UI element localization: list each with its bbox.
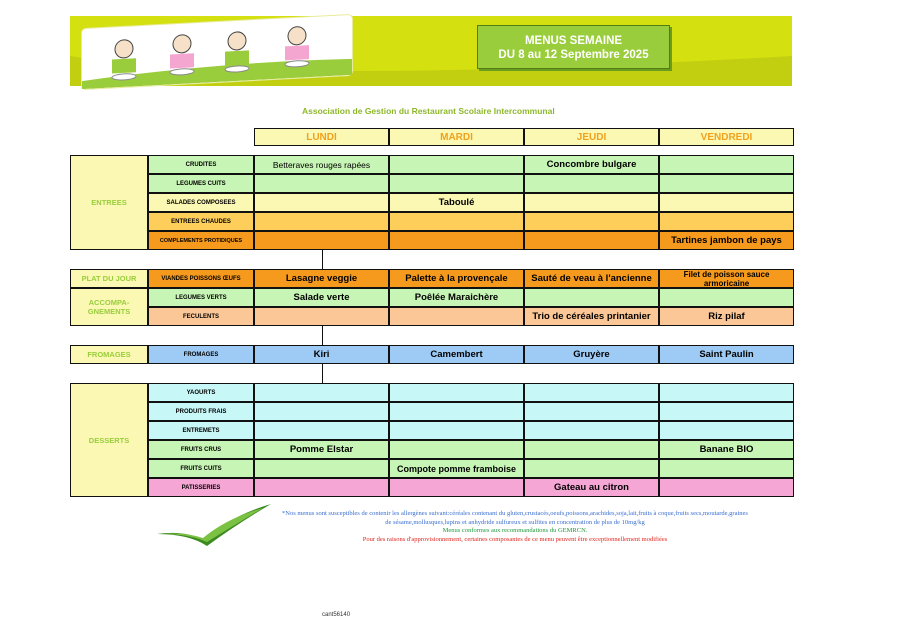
row-label-fromages: FROMAGES: [148, 345, 254, 364]
cell-salades-vendredi: [659, 193, 794, 212]
cell-legumes-cuits-vendredi: [659, 174, 794, 193]
row-label-entrees-chaudes: ENTREES CHAUDES: [148, 212, 254, 231]
cell-entrees-chaudes-lundi: [254, 212, 389, 231]
spacer-divider: [322, 326, 323, 345]
cell-entrees-chaudes-jeudi: [524, 212, 659, 231]
gemrcn-note: Menus conformes aux recommandations du GEMRCN.: [442, 527, 588, 534]
menu-dates: DU 8 au 12 Septembre 2025: [498, 49, 649, 61]
cell-fromages-mardi: Camembert: [389, 345, 524, 364]
cell-fruits-cuits-mardi: Compote pomme framboise: [389, 459, 524, 478]
cell-fruits-cuits-lundi: [254, 459, 389, 478]
footer-code: cant56140: [322, 612, 351, 618]
cell-legumes-cuits-mardi: [389, 174, 524, 193]
cell-entrees-chaudes-mardi: [389, 212, 524, 231]
cell-patisseries-mardi: [389, 478, 524, 497]
cell-produits-frais-mardi: [389, 402, 524, 421]
spacer-divider: [322, 364, 323, 383]
row-label-complements: COMPLEMENTS PROTIDIQUES: [148, 231, 254, 250]
cell-crudites-mardi: [389, 155, 524, 174]
cell-viandes-lundi: Lasagne veggie: [254, 269, 389, 288]
cell-fromages-lundi: Kiri: [254, 345, 389, 364]
cell-produits-frais-vendredi: [659, 402, 794, 421]
cell-patisseries-vendredi: [659, 478, 794, 497]
row-label-fruits-cuits: FRUITS CUITS: [148, 459, 254, 478]
row-label-fruits-crus: FRUITS CRUS: [148, 440, 254, 459]
day-header-jeudi: JEUDI: [524, 128, 659, 146]
cell-salades-jeudi: [524, 193, 659, 212]
menu-title: MENUS SEMAINE: [524, 35, 623, 47]
row-label-produits-frais: PRODUITS FRAIS: [148, 402, 254, 421]
group-plat-du-jour: PLAT DU JOUR: [70, 269, 148, 288]
cell-feculents-lundi: [254, 307, 389, 326]
day-header-lundi: LUNDI: [254, 128, 389, 146]
cell-yaourts-mardi: [389, 383, 524, 402]
cell-crudites-jeudi: Concombre bulgare: [524, 155, 659, 174]
cell-yaourts-vendredi: [659, 383, 794, 402]
cell-fruits-cuits-jeudi: [524, 459, 659, 478]
cell-viandes-mardi: Palette à la provençale: [389, 269, 524, 288]
cell-patisseries-lundi: [254, 478, 389, 497]
group-accompagnements: ACCOMPA- GNEMENTS: [70, 288, 148, 326]
day-header-mardi: MARDI: [389, 128, 524, 146]
cell-legumes-verts-jeudi: [524, 288, 659, 307]
cell-crudites-lundi: Betteraves rouges rapées: [254, 155, 389, 174]
cell-legumes-verts-vendredi: [659, 288, 794, 307]
cell-yaourts-jeudi: [524, 383, 659, 402]
checkmark-icon: [155, 500, 273, 546]
group-fromages: FROMAGES: [70, 345, 148, 364]
cell-legumes-verts-lundi: Salade verte: [254, 288, 389, 307]
row-label-yaourts: YAOURTS: [148, 383, 254, 402]
cell-legumes-cuits-lundi: [254, 174, 389, 193]
cell-entremets-mardi: [389, 421, 524, 440]
cell-feculents-mardi: [389, 307, 524, 326]
cell-salades-lundi: [254, 193, 389, 212]
cell-feculents-vendredi: Riz pilaf: [659, 307, 794, 326]
cell-salades-mardi: Taboulé: [389, 193, 524, 212]
cell-viandes-vendredi: Filet de poisson sauce armoricaine: [659, 269, 794, 288]
spacer-divider: [322, 250, 323, 269]
row-label-feculents: FECULENTS: [148, 307, 254, 326]
cell-entremets-jeudi: [524, 421, 659, 440]
cell-entremets-lundi: [254, 421, 389, 440]
cell-produits-frais-lundi: [254, 402, 389, 421]
cell-fromages-vendredi: Saint Paulin: [659, 345, 794, 364]
cell-complements-jeudi: [524, 231, 659, 250]
row-label-crudites: CRUDITES: [148, 155, 254, 174]
row-label-patisseries: PATISSERIES: [148, 478, 254, 497]
cell-complements-vendredi: Tartines jambon de pays: [659, 231, 794, 250]
cell-fruits-crus-jeudi: [524, 440, 659, 459]
cell-fruits-cuits-vendredi: [659, 459, 794, 478]
row-label-salades: SALADES COMPOSEES: [148, 193, 254, 212]
cell-viandes-jeudi: Sauté de veau à l'ancienne: [524, 269, 659, 288]
cell-fruits-crus-mardi: [389, 440, 524, 459]
allergen-notes: [280, 510, 750, 544]
supply-note: Pour des raisons d'approvisionnement, certaines composantes de ce menu peuvent être exceptionnellement modifiées: [362, 535, 668, 543]
cell-fruits-crus-lundi: Pomme Elstar: [254, 440, 389, 459]
cell-feculents-jeudi: Trio de céréales printanier: [524, 307, 659, 326]
allergen-note: *Nos menus sont susceptibles de contenir les allergènes suivant:céréales contenant du gluten,crustacés,oeufs,poissons,arachides,soja,lait,fruits à coque,fruits secs,moutarde,graines de sésame,mollusques,lupins et anhydride sulfureux et sulfites en concentration de plus de 10mg/kg: [282, 510, 748, 526]
cell-entrees-chaudes-vendredi: [659, 212, 794, 231]
cell-complements-mardi: [389, 231, 524, 250]
cell-yaourts-lundi: [254, 383, 389, 402]
cell-fruits-crus-vendredi: Banane BIO: [659, 440, 794, 459]
row-label-legumes-cuits: LEGUMES CUITS: [148, 174, 254, 193]
cell-legumes-verts-mardi: Poêlée Maraichère: [389, 288, 524, 307]
group-desserts: DESSERTS: [70, 383, 148, 497]
row-label-entremets: ENTREMETS: [148, 421, 254, 440]
association-name: Association de Gestion du Restaurant Scolaire Intercommunal: [302, 106, 555, 116]
group-entrees: ENTREES: [70, 155, 148, 250]
row-label-legumes-verts: LEGUMES VERTS: [148, 288, 254, 307]
cell-complements-lundi: [254, 231, 389, 250]
cell-crudites-vendredi: [659, 155, 794, 174]
cell-patisseries-jeudi: Gateau au citron: [524, 478, 659, 497]
cell-entremets-vendredi: [659, 421, 794, 440]
cell-legumes-cuits-jeudi: [524, 174, 659, 193]
cell-produits-frais-jeudi: [524, 402, 659, 421]
row-label-viandes: VIANDES POISSONS ŒUFS: [148, 269, 254, 288]
cell-fromages-jeudi: Gruyère: [524, 345, 659, 364]
day-header-vendredi: VENDREDI: [659, 128, 794, 146]
